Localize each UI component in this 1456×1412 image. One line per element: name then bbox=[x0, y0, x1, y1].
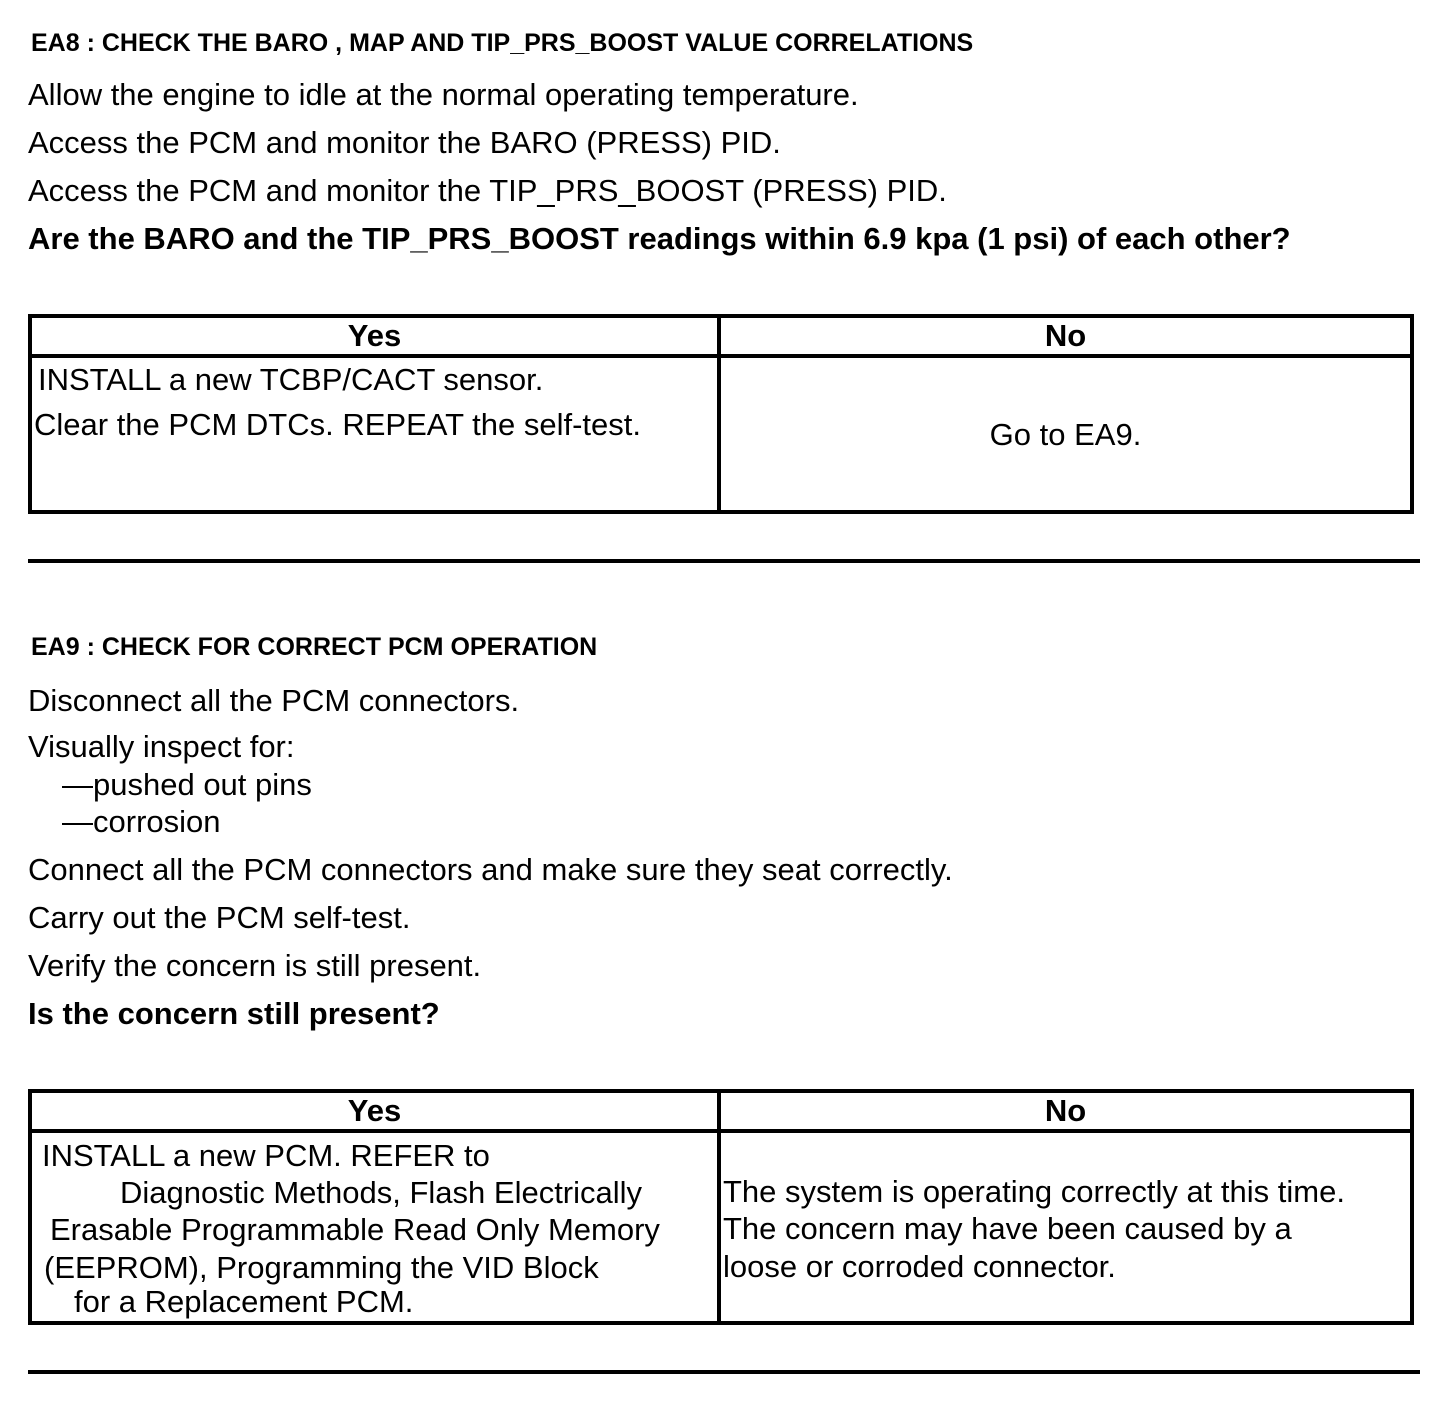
ea9-yes-line-5: for a Replacement PCM. bbox=[74, 1284, 414, 1319]
section-divider bbox=[28, 559, 1420, 563]
ea9-yes-line-1: INSTALL a new PCM. REFER to bbox=[42, 1138, 490, 1173]
ea8-no-text: Go to EA9. bbox=[989, 417, 1142, 452]
ea8-yes-cell bbox=[30, 356, 719, 512]
ea9-yes-line-4: (EEPROM), Programming the VID Block bbox=[44, 1250, 599, 1285]
ea8-no-header: No bbox=[719, 316, 1412, 356]
ea9-no-cell bbox=[719, 1131, 1412, 1323]
ea9-inspect-item-2: —corrosion bbox=[62, 804, 221, 839]
ea9-step-2: Visually inspect for: bbox=[28, 729, 295, 764]
ea8-heading: EA8 : CHECK THE BARO , MAP AND TIP_PRS_BOOST VALUE CORRELATIONS bbox=[31, 29, 974, 57]
bottom-divider bbox=[28, 1370, 1420, 1374]
ea8-yes-header: Yes bbox=[30, 316, 719, 356]
ea8-no-cell bbox=[719, 356, 1412, 512]
ea9-no-line-2: The concern may have been caused by a bbox=[723, 1211, 1292, 1246]
ea9-yes-cell bbox=[30, 1131, 719, 1323]
ea8-step-3: Access the PCM and monitor the TIP_PRS_BOOST (PRESS) PID. bbox=[28, 173, 947, 208]
ea9-inspect-item-1: —pushed out pins bbox=[62, 767, 312, 802]
ea9-no-line-3: loose or corroded connector. bbox=[723, 1249, 1116, 1284]
ea9-yes-line-2: Diagnostic Methods, Flash Electrically bbox=[120, 1175, 643, 1210]
ea8-step-1: Allow the engine to idle at the normal operating temperature. bbox=[28, 77, 859, 112]
ea8-yes-line-1: INSTALL a new TCBP/CACT sensor. bbox=[38, 362, 544, 397]
ea9-yes-header: Yes bbox=[30, 1091, 719, 1131]
ea9-no-line-1: The system is operating correctly at this time. bbox=[723, 1174, 1345, 1209]
ea9-yes-line-3: Erasable Programmable Read Only Memory bbox=[50, 1212, 660, 1247]
ea8-step-2: Access the PCM and monitor the BARO (PRESS) PID. bbox=[28, 125, 781, 160]
ea9-heading: EA9 : CHECK FOR CORRECT PCM OPERATION bbox=[31, 633, 598, 661]
ea9-step-5: Verify the concern is still present. bbox=[28, 948, 482, 983]
ea9-step-4: Carry out the PCM self-test. bbox=[28, 900, 411, 935]
ea9-step-1: Disconnect all the PCM connectors. bbox=[28, 683, 520, 718]
ea9-no-header: No bbox=[719, 1091, 1412, 1131]
ea8-question: Are the BARO and the TIP_PRS_BOOST readings within 6.9 kpa (1 psi) of each other? bbox=[28, 221, 1291, 256]
ea9-step-3: Connect all the PCM connectors and make sure they seat correctly. bbox=[28, 852, 953, 887]
ea8-yes-line-2: Clear the PCM DTCs. REPEAT the self-test. bbox=[34, 407, 641, 442]
ea9-question: Is the concern still present? bbox=[28, 996, 440, 1031]
ea8-decision-table bbox=[28, 314, 1414, 514]
ea9-decision-table bbox=[28, 1089, 1414, 1325]
